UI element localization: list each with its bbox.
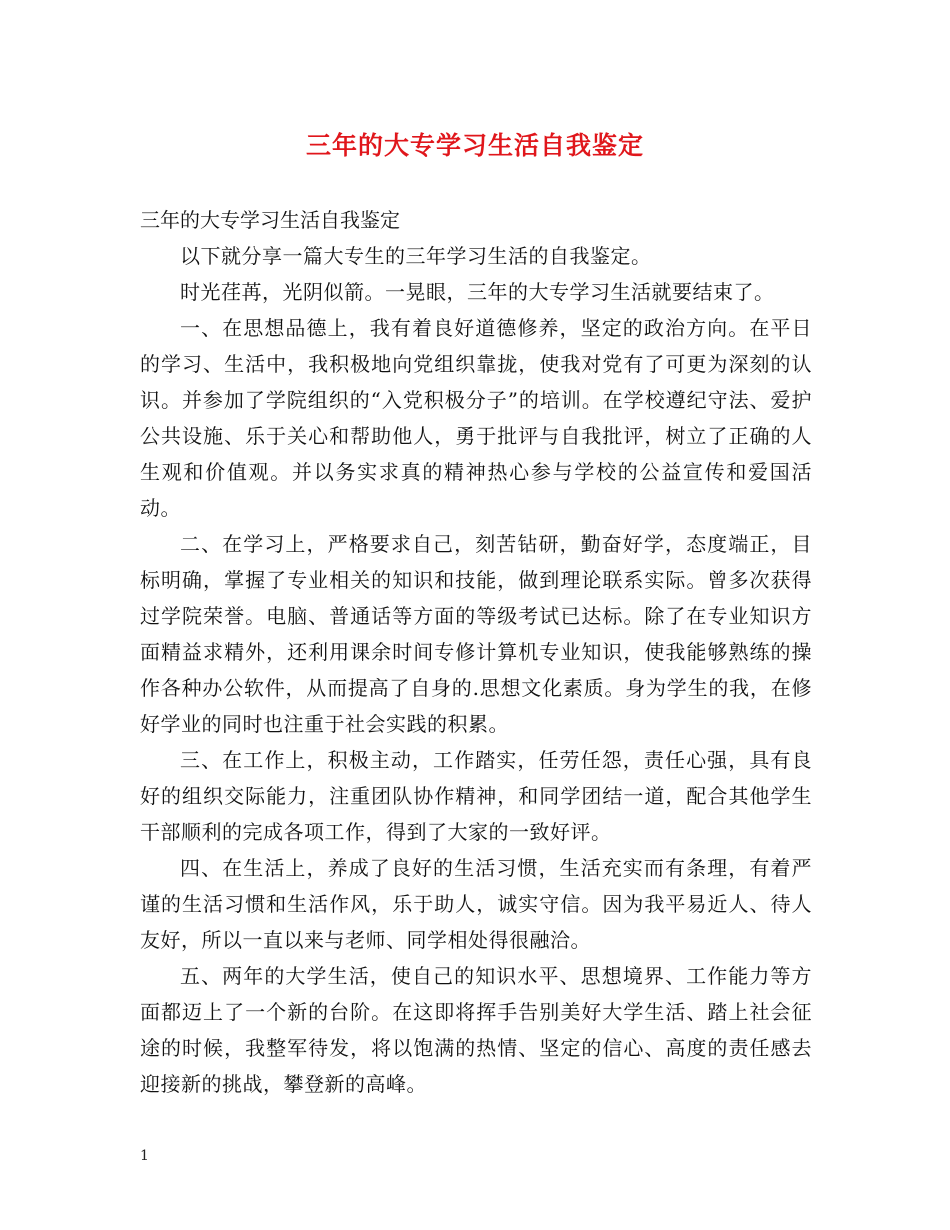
paragraph-study: 二、在学习上，严格要求自己，刻苦钻研，勤奋好学，态度端正，目标明确，掌握了专业相关的知识和技能，做到理论联系实际。曾多次获得过学院荣誉。电脑、普通话等方面的等级考试已达标。除了在专业知识方面精益求精外，还利用课余时间专修计算机专业知识，使我能够熟练的操作各种办公软件，从而提高了自身的.思想文化素质。身为学生的我，在修好学业的同时也注重于社会实践的积累。 [140, 532, 812, 736]
document-title: 三年的大专学习生活自我鉴定 [305, 131, 644, 160]
paragraph-opening: 时光荏苒，光阴似箭。一晃眼，三年的大专学习生活就要结束了。 [180, 280, 775, 304]
paragraph-work: 三、在工作上，积极主动，工作踏实，任劳任怨，责任心强，具有良好的组织交际能力，注重团队协作精神，和同学团结一道，配合其他学生干部顺利的完成各项工作，得到了大家的一致好评。 [140, 748, 812, 844]
document-subtitle: 三年的大专学习生活自我鉴定 [140, 208, 400, 232]
paragraph-morality: 一、在思想品德上，我有着良好道德修养，坚定的政治方向。在平日的学习、生活中，我积极地向党组织靠拢，使我对党有了可更为深刻的认识。并参加了学院组织的“入党积极分子”的培训。在学校遵纪守法、爱护公共设施、乐于关心和帮助他人，勇于批评与自我批评，树立了正确的人生观和价值观。并以务实求真的精神热心参与学校的公益宣传和爱国活动。 [140, 316, 812, 520]
paragraph-conclusion: 五、两年的大学生活，使自己的知识水平、思想境界、工作能力等方面都迈上了一个新的台阶。在这即将挥手告别美好大学生活、踏上社会征途的时候，我整军待发，将以饱满的热情、坚定的信心、高度的责任感去迎接新的挑战，攀登新的高峰。 [140, 964, 812, 1096]
document-body [140, 202, 812, 1102]
page-number: 1 [140, 1148, 149, 1164]
paragraph-intro: 以下就分享一篇大专生的三年学习生活的自我鉴定。 [180, 244, 652, 268]
paragraph-life: 四、在生活上，养成了良好的生活习惯，生活充实而有条理，有着严谨的生活习惯和生活作风，乐于助人，诚实守信。因为我平易近人、待人友好，所以一直以来与老师、同学相处得很融洽。 [140, 856, 812, 952]
